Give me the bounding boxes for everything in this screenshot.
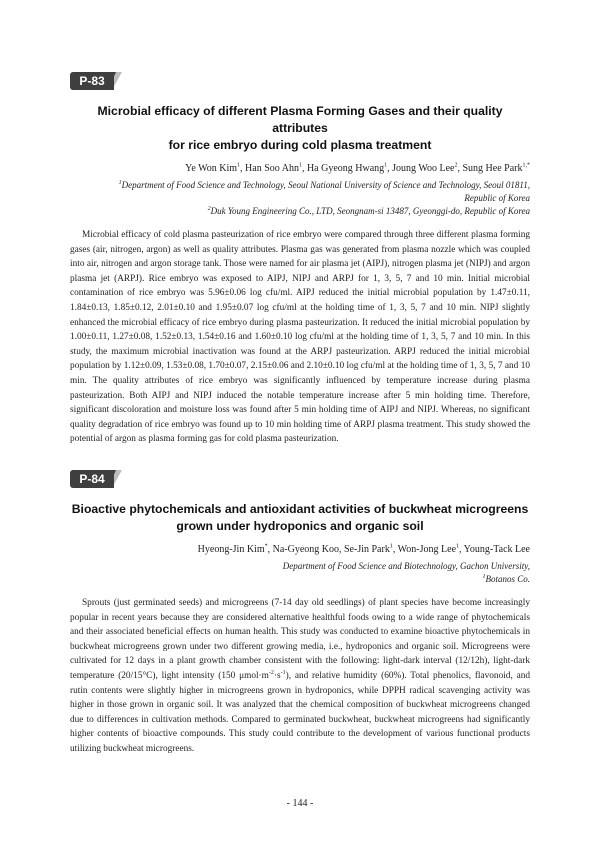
author-name: Na-Gyeong Koo: [272, 544, 339, 555]
author-name: Won-Jong Lee: [397, 544, 457, 555]
abstract-code: P-84: [70, 470, 114, 488]
title-line: grown under hydroponics and organic soil: [176, 519, 424, 533]
title-line: for rice embryo during cold plasma treatment: [168, 138, 432, 152]
author-sup: 1,*: [522, 162, 530, 169]
title-line: Bioactive phytochemicals and antioxidant activities of buckwheat microgreens: [71, 502, 529, 516]
author-name: Joung Woo Lee: [392, 163, 455, 174]
author-sup: *: [264, 543, 268, 550]
affiliation: [70, 560, 530, 573]
author-name: Ha Gyeong Hwang: [306, 163, 385, 174]
affiliation: [70, 573, 530, 586]
affiliation-text: Department of Food Science and Technology, Seoul National University of Science and Technology, Seoul 01811,: [121, 180, 530, 190]
title-line: Microbial efficacy of different Plasma Forming Gases and their quality attributes: [97, 104, 503, 135]
affiliation-text: Republic of Korea: [464, 193, 530, 203]
author-name: Han Soo Ahn: [245, 163, 299, 174]
author-name: Ye Won Kim: [185, 163, 238, 174]
author-sup: 1: [384, 162, 388, 169]
affiliation: [70, 179, 530, 205]
body-text-part: ), and relative humidity (60%). Total phenolics, flavonoid, and rutin contents were slightly higher in microgreens grown in hydroponics, while DPPH radical scavenging activity was higher in those grown in organic soil. It was analyzed that the chemical composition of buckwheat microgreens changed due to differences in cultivation methods. Compared to germinated buckwheat, buckwheat microgreens had significantly higher contents of bioactive compounds. This study could contribute to the development of various functional products utilizing buckwheat microgreens.: [70, 670, 530, 754]
abstract-code-badge: [70, 72, 122, 90]
affiliation-sup: 1: [482, 574, 486, 580]
affiliation-text: Botanos Co.: [485, 574, 530, 584]
author-name: Young-Tack Lee: [463, 544, 530, 555]
unit-sup: -1: [280, 669, 286, 676]
author-sup: 1: [298, 162, 302, 169]
author-list: Ye Won Kim$^1$, Han Soo Ahn$^1$, Ha Gyeong Hwang$^1$, Joung Woo Lee$^2$, Sung Hee Park$^{1,*}$: [185, 162, 530, 174]
abstract-p83: [70, 72, 530, 447]
abstract-body: [70, 596, 530, 757]
body-text-part: ·s: [273, 670, 281, 681]
author-name: Se-Jin Park: [344, 544, 390, 555]
abstract-p84: [70, 470, 530, 757]
affiliation-sup: 2: [207, 206, 211, 212]
abstract-code: P-83: [70, 72, 114, 90]
author-name: Hyeong-Jin Kim: [197, 544, 265, 555]
author-sup: 1: [237, 162, 241, 169]
author-name: Sung Hee Park: [462, 163, 523, 174]
abstract-title: [70, 103, 530, 154]
abstract-title: [70, 501, 530, 535]
body-text-part: Sprouts (just germinated seeds) and microgreens (7-14 day old seedlings) of plant species have become increasingly popular in recent years because they are considered alternative healthful foods owing to a wide range of phytochemicals and their associated beneficial effects on human health. This study was conducted to examine bioactive phytochemicals in buckwheat microgreens grown under two different growing media, i.e., hydroponics and organic soil. Microgreens were cultivated for 12 days in a plant growth chamber consistent with the following: light-dark interval (12/12h), light-dark temperature (20/15°C), light intensity (150 μmol·m: [70, 598, 530, 681]
author-sup: 2: [454, 162, 458, 169]
author-sup: 1: [456, 543, 460, 550]
author-list: Hyeong-Jin Kim*, Na-Gyeong Koo, Se-Jin Park$^1$, Won-Jong Lee$^1$, Young-Tack Lee: [197, 543, 530, 555]
abstract-body: Microbial efficacy of cold plasma pasteurization of rice embryo were compared through three different plasma forming gases (air, nitrogen, argon) as well as quality attributes. Plasma gas was generated from plasma nozzle which was coupled into air, nitrogen and argon storage tank. Those were named for air plasma jet (AIPJ), nitrogen plasma jet (NIPJ) and argon plasma jet (ARPJ). Rice embryo was exposed to AIPJ, NIPJ and ARPJ for 1, 3, 5, 7 and 10 min. Initial microbial contamination of rice embryo was 5.96±0.06 log cfu/ml. AIPJ reduced the initial microbial population by 1.47±0.11, 1.84±0.13, 1.85±0.12, 2.01±0.10 and 1.95±0.07 log cfu/ml at the holding time of 1, 3, 5, 7 and 10 min. NIPJ slightly enhanced the microbial efficacy of rice embryo during plasma pasteurization. It reduced the initial microbial population by 1.00±0.11, 1.27±0.08, 1.52±0.13, 1.54±0.16 and 1.60±0.10 log cfu/ml at the holding time of 1, 3, 5, 7 and 10 min. In this study, the maximum microbial inactivation was found at the ARPJ pasteurization. ARPJ reduced the initial microbial population by 1.12±0.09, 1.53±0.08, 1.70±0.07, 2.15±0.06 and 2.10±0.10 log cfu/ml at the holding time of 1, 3, 5, 7 and 10 min. The quality attributes of rice embryo was significantly influenced by temperature increase during plasma pasteurization. Both AIPJ and NIPJ induced the notable temperature increase after 5 min holding time. Therefore, significant discoloration and moisture loss was found after 5 min holding time of AIPJ and NIPJ. Whereas, no significant quality degradation of rice embryo was found up to 10 min holding time of ARPJ plasma treatment. This study showed the potential of argon as plasma forming gas for cold plasma pasteurization.: [70, 230, 530, 445]
affiliation: [70, 205, 530, 218]
unit-sup: -2: [268, 669, 274, 676]
page-number: - 144 -: [286, 798, 314, 809]
abstract-code-badge: [70, 470, 122, 488]
author-sup: 1: [389, 543, 393, 550]
affiliation-text: Duk Young Engineering Co., LTD, Seongnam-si 13487, Gyeonggi-do, Republic of Korea: [210, 206, 530, 216]
affiliation-sup: 1: [118, 180, 122, 186]
affiliation-text: Department of Food Science and Biotechnology, Gachon University,: [282, 561, 530, 571]
